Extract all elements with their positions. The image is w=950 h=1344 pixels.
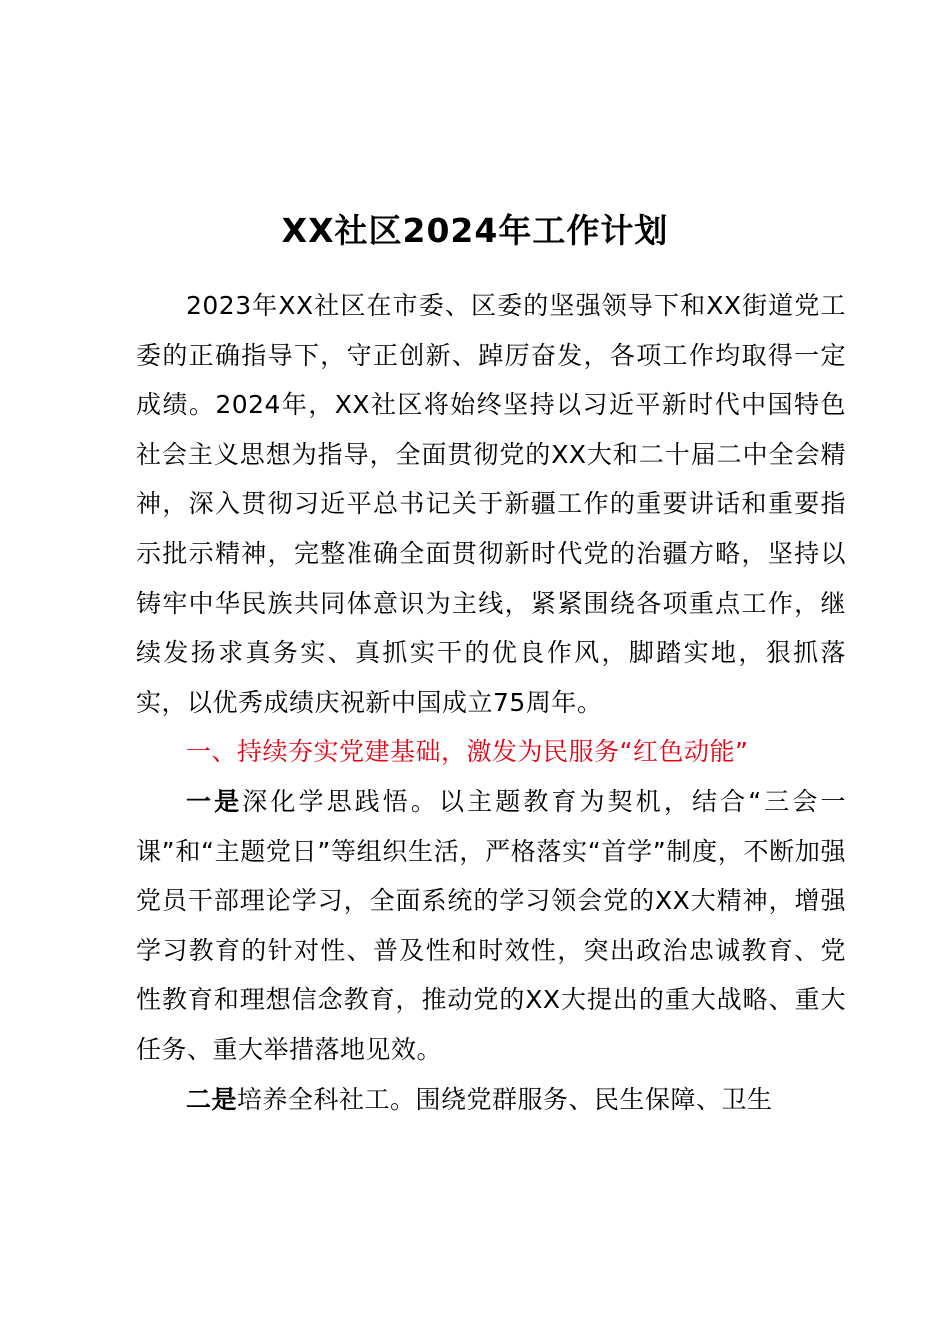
item-text-1: 深化学思践悟。以主题教育为契机，结合“三会一课”和“主题党日”等组织生活，严格落实“首学”制度，不断加强党员干部理论学习，全面系统的学习领会党的XX大精神，增强学习教育的针对性、普及性和时效性，突出政治忠诚教育、党性教育和理想信念教育，推动党的XX大提出的重大战略、重大任务、重大举措落地见效。 (136, 786, 846, 1064)
item-paragraph-1 (136, 777, 846, 1075)
item-lead-2: 二是 (186, 1084, 238, 1114)
item-text-2: 培养全科社工。围绕党群服务、民生保障、卫生 (237, 1084, 773, 1114)
intro-paragraph: 2023年XX社区在市委、区委的坚强领导下和XX街道党工委的正确指导下，守正创新、踔厉奋发，各项工作均取得一定成绩。2024年，XX社区将始终坚持以习近平新时代中国特色社会主义思想为指导，全面贯彻党的XX大和二十届二中全会精神，深入贯彻习近平总书记关于新疆工作的重要讲话和重要指示批示精神，完整准确全面贯彻新时代党的治疆方略，坚持以铸牢中华民族共同体意识为主线，紧紧围绕各项重点工作，继续发扬求真务实、真抓实干的优良作风，脚踏实地，狠抓落实，以优秀成绩庆祝新中国成立75周年。 (136, 291, 846, 717)
item-paragraph-2 (136, 1075, 846, 1125)
item-lead-1: 一是 (186, 786, 243, 816)
document-title: XX社区2024年工作计划 (281, 211, 669, 250)
section-heading: 一、持续夯实党建基础，激发为民服务“红色动能” (186, 737, 749, 767)
document-body (136, 281, 846, 1124)
